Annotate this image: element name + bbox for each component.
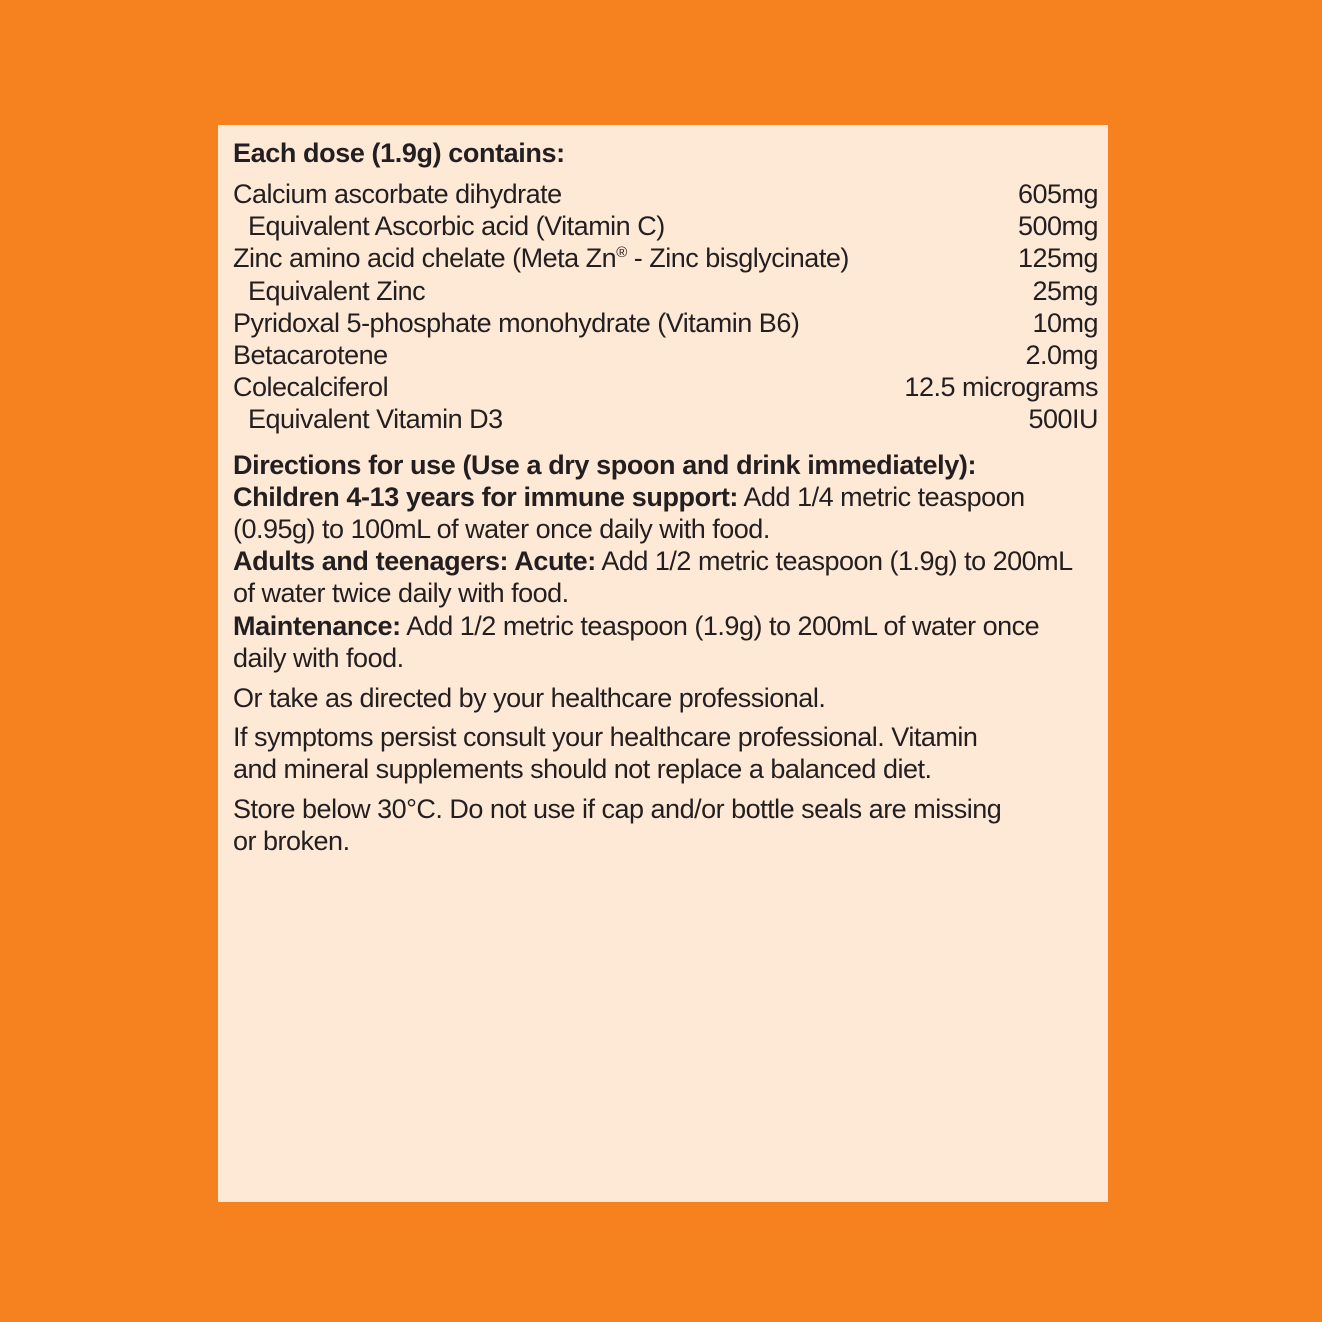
label-panel <box>218 125 1108 1202</box>
ingredient-row <box>233 275 1098 307</box>
ingredient-name: Calcium ascorbate dihydrate <box>233 179 562 209</box>
ingredient-row <box>233 307 1098 339</box>
ingredient-name: Betacarotene <box>233 340 388 371</box>
directions-children <box>233 481 1098 545</box>
directions-children-label: Children 4-13 years for immune support: <box>233 481 739 512</box>
ingredient-amount: 125mg <box>1017 243 1098 274</box>
ingredient-amount: 25mg <box>1032 275 1098 306</box>
ingredient-amount: 12.5 micrograms <box>904 372 1098 403</box>
ingredient-row <box>233 242 1098 274</box>
ingredient-row <box>233 403 1098 435</box>
dose-heading: Each dose (1.9g) contains: <box>233 138 565 168</box>
ingredient-row <box>233 339 1098 371</box>
registered-mark: ® <box>616 244 627 262</box>
ingredient-name: Colecalciferol <box>233 372 389 403</box>
ingredient-name-part: Zinc amino acid chelate (Meta Zn <box>233 243 617 274</box>
ingredient-amount: 10mg <box>1032 307 1098 338</box>
ingredient-name: Equivalent Ascorbic acid (Vitamin C) <box>248 211 665 242</box>
ingredient-row <box>233 178 1098 210</box>
ingredient-name <box>233 242 849 274</box>
ingredient-name-part: - Zinc bisglycinate) <box>626 243 849 274</box>
storage-instructions: Store below 30°C. Do not use if cap and/or bottle seals are missing or broken. <box>233 793 1002 856</box>
ingredient-name: Pyridoxal 5-phosphate monohydrate (Vitamin B6) <box>233 307 800 338</box>
directions-children-text: Add 1/4 metric teaspoon (0.95g) to 100mL of water once daily with food. <box>233 481 1025 545</box>
ingredient-row <box>233 371 1098 403</box>
directions-maintenance <box>233 610 1098 674</box>
ingredient-amount: 500IU <box>1028 404 1098 435</box>
directions-adults-label: Adults and teenagers: Acute: <box>233 546 596 577</box>
ingredient-row <box>233 210 1098 242</box>
ingredient-amount: 605mg <box>1017 179 1098 209</box>
professional-note: Or take as directed by your healthcare professional. <box>233 683 826 714</box>
ingredient-name: Equivalent Zinc <box>248 275 426 306</box>
directions-heading: Directions for use (Use a dry spoon and drink immediately): <box>233 449 977 480</box>
ingredient-name: Equivalent Vitamin D3 <box>248 404 503 435</box>
directions-maintenance-label: Maintenance: <box>233 610 401 641</box>
directions-adults-text: Add 1/2 metric teaspoon (1.9g) to 200mL of water twice daily with food. <box>233 546 1072 609</box>
ingredient-list <box>233 178 1098 436</box>
symptoms-warning: If symptoms persist consult your healthcare professional. Vitamin and mineral supplements should not replace a balanced diet. <box>233 722 978 785</box>
directions-maintenance-text: Add 1/2 metric teaspoon (1.9g) to 200mL of water once daily with food. <box>233 610 1040 673</box>
ingredient-amount: 500mg <box>1017 211 1098 242</box>
ingredient-amount: 2.0mg <box>1025 340 1098 371</box>
directions-adults <box>233 545 1098 609</box>
